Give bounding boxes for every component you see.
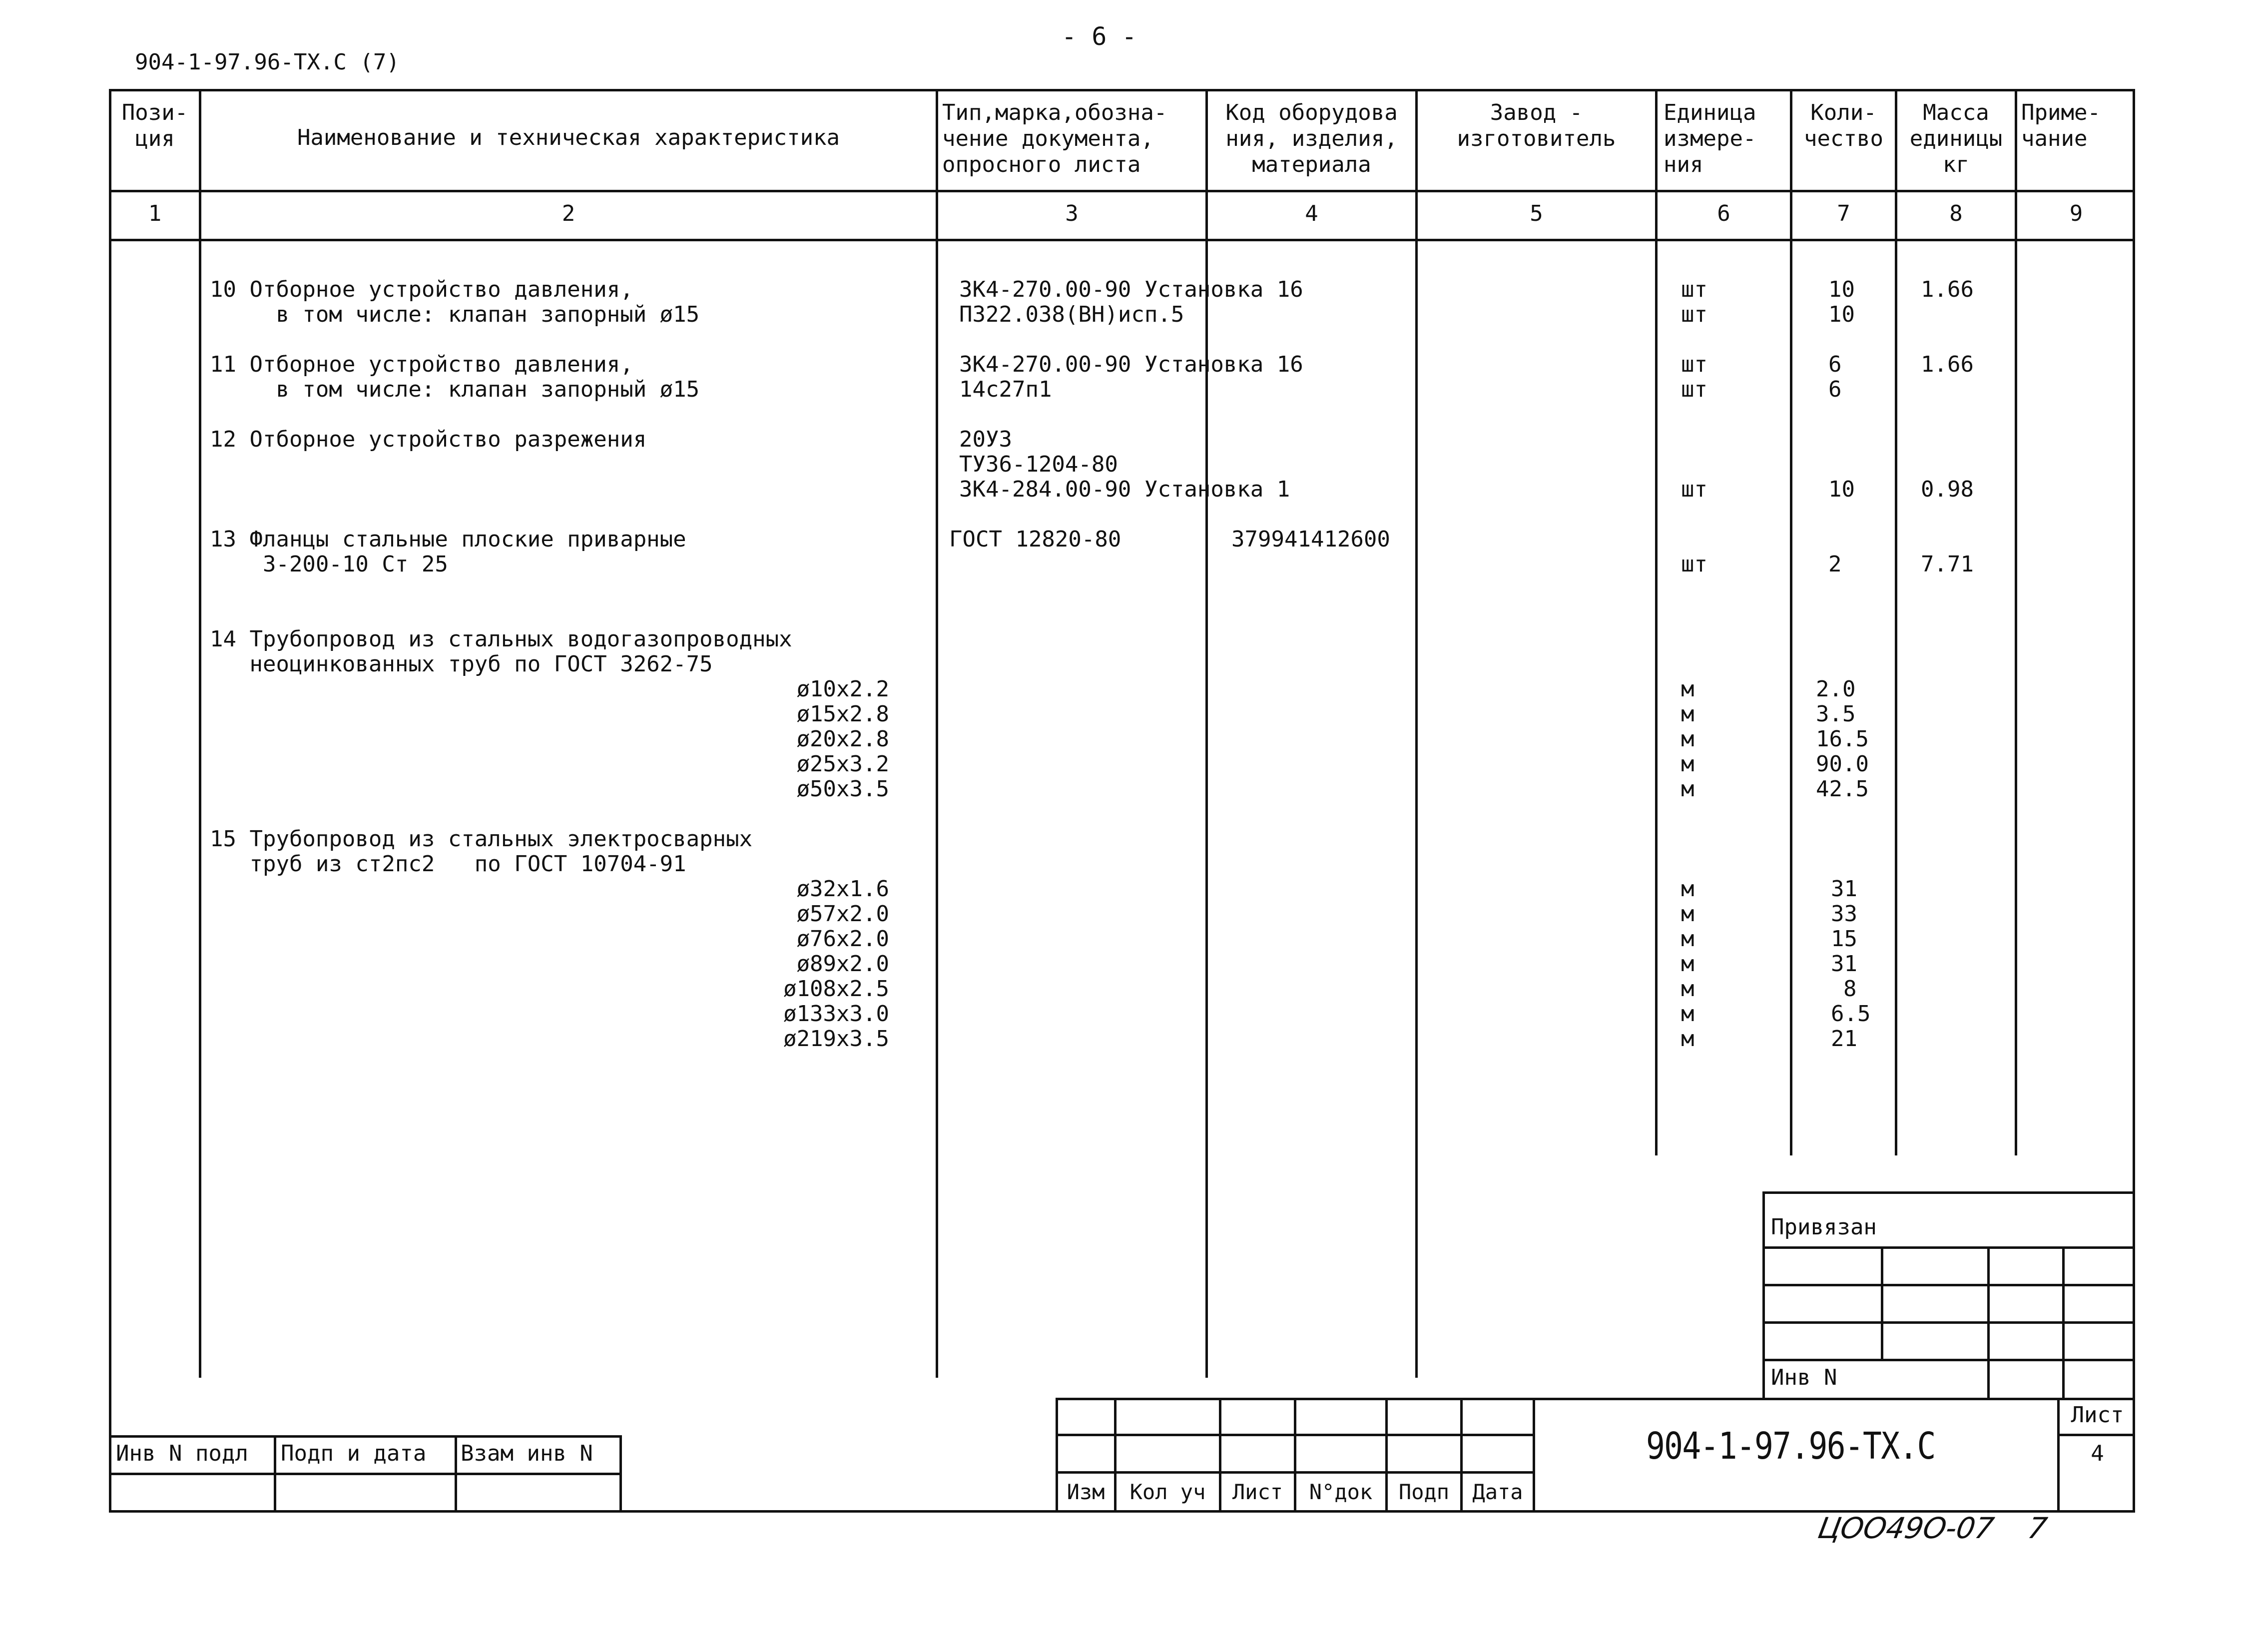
item-mass: 0.98	[1921, 477, 1974, 502]
item-name: 11 Отборное устройство давления,	[210, 352, 633, 377]
item-name: 15 Трубопровод из стальных электросварных	[210, 826, 753, 852]
item-unit: шт	[1681, 302, 1707, 327]
grid-line	[109, 1473, 622, 1475]
item-type: 14с27п1	[959, 377, 1052, 402]
pipe-size: ø25x3.2	[796, 751, 889, 777]
item-unit: м	[1681, 776, 1694, 802]
item-quantity: 21	[1831, 1026, 1857, 1052]
col-header-position: Пози- ция	[121, 100, 188, 151]
item-quantity: 90.0	[1816, 751, 1869, 777]
item-unit: м	[1681, 926, 1694, 952]
item-unit: м	[1681, 901, 1694, 927]
col-number: 8	[1949, 201, 1963, 226]
col-list: Лист	[1232, 1480, 1283, 1504]
pipe-size: ø32x1.6	[796, 876, 889, 902]
item-type: ЗК4-270.00-90 Установка 16	[959, 352, 1303, 377]
page-number: - 6 -	[1062, 22, 1137, 51]
vzam-inv-label: Взам инв N	[461, 1441, 593, 1466]
grid-line	[1987, 1246, 1990, 1400]
pipe-size: ø57x2.0	[796, 901, 889, 927]
item-unit: шт	[1681, 377, 1707, 402]
item-quantity: 31	[1831, 951, 1857, 977]
col-divider	[2015, 89, 2017, 1155]
inv-number-label: Инв N	[1771, 1365, 1837, 1390]
pipe-size: ø219x3.5	[783, 1026, 889, 1052]
item-unit: м	[1681, 751, 1694, 777]
item-name: 12 Отборное устройство разрежения	[210, 427, 647, 452]
col-number: 6	[1717, 201, 1730, 226]
item-unit: шт	[1681, 352, 1707, 377]
item-type: ЗК4-284.00-90 Установка 1	[959, 477, 1290, 502]
col-header-name: Наименование и техническая характеристика	[297, 125, 840, 150]
item-name: в том числе: клапан запорный ø15	[210, 302, 700, 327]
archive-stamp-number: 7	[2025, 1511, 2050, 1545]
document-code: 904-1-97.96-ТХ.С	[1646, 1425, 1935, 1468]
item-type: 20УЗ	[959, 427, 1012, 452]
item-unit: м	[1681, 701, 1694, 727]
col-number: 3	[1065, 201, 1079, 226]
item-type: П322.038(ВН)исп.5	[959, 302, 1184, 327]
col-divider	[1655, 89, 1658, 1155]
item-quantity: 6	[1828, 377, 1842, 402]
item-type: ЗК4-270.00-90 Установка 16	[959, 277, 1303, 302]
item-code: 379941412600	[1231, 527, 1390, 552]
col-divider	[936, 89, 938, 1378]
item-quantity: 16.5	[1816, 726, 1869, 752]
grid-line	[1762, 1321, 2135, 1324]
grid-line	[1762, 1246, 2135, 1249]
col-header-mass: Масса единицы кг	[1909, 100, 2003, 177]
item-unit: м	[1681, 726, 1694, 752]
grid-line	[1762, 1359, 2135, 1361]
item-mass: 7.71	[1921, 551, 1974, 577]
pipe-size: ø20x2.8	[796, 726, 889, 752]
grid-line	[1881, 1246, 1883, 1359]
item-quantity: 10	[1828, 277, 1855, 302]
pipe-size: ø10x2.2	[796, 676, 889, 702]
item-mass: 1.66	[1921, 352, 1974, 377]
col-kol-uch: Кол уч	[1129, 1480, 1206, 1504]
col-divider	[1790, 89, 1792, 1155]
grid-line	[2057, 1434, 2135, 1436]
grid-line	[1762, 1284, 2135, 1286]
col-header-quantity: Коли- чество	[1804, 100, 1883, 151]
item-type: ГОСТ 12820-80	[949, 527, 1121, 552]
pipe-size: ø89x2.0	[796, 951, 889, 977]
grid-line	[2062, 1246, 2065, 1400]
col-divider	[199, 89, 201, 1378]
col-divider	[1895, 89, 1897, 1155]
item-quantity: 15	[1831, 926, 1857, 952]
col-data: Дата	[1472, 1480, 1523, 1504]
pipe-size: ø108x2.5	[783, 976, 889, 1002]
grid-line	[274, 1435, 276, 1513]
grid-line	[1533, 1398, 1535, 1513]
archive-stamp-code: ЦОО49О-07	[1815, 1511, 1997, 1545]
col-number: 5	[1530, 201, 1543, 226]
item-quantity: 2.0	[1816, 676, 1856, 702]
item-unit: м	[1681, 1026, 1694, 1052]
item-name: 14 Трубопровод из стальных водогазопроводных	[210, 626, 792, 652]
col-number: 2	[561, 201, 575, 226]
col-divider	[1415, 89, 1418, 1378]
item-unit: шт	[1681, 551, 1707, 577]
item-unit: м	[1681, 951, 1694, 977]
item-unit: м	[1681, 876, 1694, 902]
item-quantity: 6	[1828, 352, 1842, 377]
col-header-manufacturer: Завод - изготовитель	[1457, 100, 1616, 151]
item-quantity: 3.5	[1816, 701, 1856, 727]
pipe-size: ø133x3.0	[783, 1001, 889, 1027]
privyazan-label: Привязан	[1771, 1214, 1877, 1240]
item-name: 3-200-10 Ст 25	[210, 551, 448, 577]
item-name: неоцинкованных труб по ГОСТ 3262-75	[210, 651, 713, 677]
col-number: 1	[148, 201, 162, 226]
col-number: 4	[1305, 201, 1318, 226]
item-unit: м	[1681, 976, 1694, 1002]
item-unit: шт	[1681, 277, 1707, 302]
item-unit: м	[1681, 1001, 1694, 1027]
col-header-code: Код оборудова ния, изделия, материала	[1225, 100, 1398, 177]
pipe-size: ø50x3.5	[796, 776, 889, 802]
col-header-note: Приме- чание	[2021, 100, 2101, 151]
inv-podl-label: Инв N подл	[116, 1441, 248, 1466]
item-type: ТУ36-1204-80	[959, 452, 1118, 477]
item-unit: м	[1681, 676, 1694, 702]
item-quantity: 10	[1828, 302, 1855, 327]
col-n-dok: N°док	[1309, 1480, 1373, 1504]
col-number: 9	[2069, 201, 2083, 226]
header-divider	[109, 190, 2135, 192]
item-quantity: 33	[1831, 901, 1857, 927]
col-number: 7	[1837, 201, 1850, 226]
grid-line	[455, 1435, 457, 1513]
item-quantity: 31	[1831, 876, 1857, 902]
column-number-divider	[109, 239, 2135, 241]
item-quantity: 6.5	[1831, 1001, 1871, 1027]
col-izm: Изм	[1067, 1480, 1105, 1504]
item-quantity: 2	[1828, 551, 1842, 577]
document-reference: 904-1-97.96-ТХ.С (7)	[135, 49, 400, 75]
sheet-number: 4	[2091, 1441, 2104, 1466]
pipe-size: ø15x2.8	[796, 701, 889, 727]
podp-data-label: Подп и дата	[281, 1441, 427, 1466]
item-unit: шт	[1681, 477, 1707, 502]
item-mass: 1.66	[1921, 277, 1974, 302]
item-name: труб из ст2пс2 по ГОСТ 10704-91	[210, 851, 686, 877]
item-name: в том числе: клапан запорный ø15	[210, 377, 700, 402]
col-header-unit: Единица измере- ния	[1664, 100, 1756, 177]
item-quantity: 42.5	[1816, 776, 1869, 802]
col-header-type: Тип,марка,обозна- чение документа, опросного листа	[942, 100, 1167, 177]
item-quantity: 10	[1828, 477, 1855, 502]
pipe-size: ø76x2.0	[796, 926, 889, 952]
sheet-label: Лист	[2071, 1402, 2124, 1428]
item-name: 10 Отборное устройство давления,	[210, 277, 633, 302]
col-podp: Подп	[1398, 1480, 1450, 1504]
item-name: 13 Фланцы стальные плоские приварные	[210, 527, 686, 552]
item-quantity: 8	[1843, 976, 1857, 1002]
